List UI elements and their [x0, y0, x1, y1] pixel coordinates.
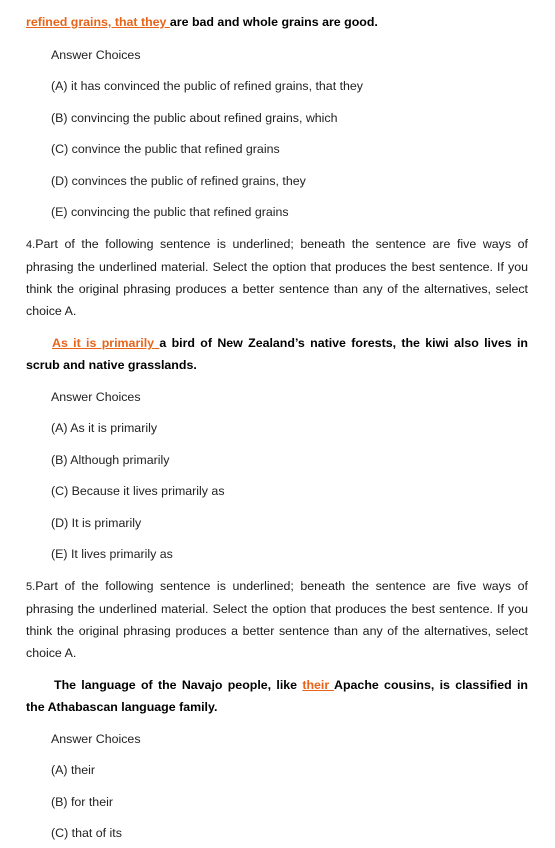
- q4-choice-e[interactable]: (E) It lives primarily as: [51, 547, 173, 561]
- q4-instruction-line-1: 4.Part of the following sentence is underlined; beneath the sentence are five ways of: [26, 237, 528, 251]
- q4-choice-c[interactable]: (C) Because it lives primarily as: [51, 484, 225, 498]
- q5-instruction-line-2: phrasing the underlined material. Select the option that produces the best sentence. If you: [26, 602, 528, 616]
- q5-instruction-line-1: 5.Part of the following sentence is underlined; beneath the sentence are five ways of: [26, 579, 528, 593]
- q3-choice-d[interactable]: (D) convinces the public of refined grains, they: [51, 174, 306, 188]
- q5-choice-c[interactable]: (C) that of its: [51, 826, 122, 840]
- q4-number: 4.: [26, 239, 36, 251]
- q4-underlined-text: As it is primarily: [52, 336, 160, 350]
- q5-sentence-line-1: The language of the Navajo people, like their Apache cousins, is classified in: [54, 678, 528, 692]
- q5-number: 5.: [26, 581, 36, 593]
- q3-choice-c[interactable]: (C) convince the public that refined grains: [51, 142, 280, 156]
- q3-answer-label: Answer Choices: [51, 48, 141, 62]
- q5-answer-label: Answer Choices: [51, 732, 141, 746]
- q4-sentence-line-2: scrub and native grasslands.: [26, 358, 197, 372]
- q4-answer-label: Answer Choices: [51, 390, 141, 404]
- q3-choice-a[interactable]: (A) it has convinced the public of refined grains, that they: [51, 79, 364, 93]
- q4-choice-a[interactable]: (A) As it is primarily: [51, 421, 158, 435]
- q5-choice-b[interactable]: (B) for their: [51, 795, 113, 809]
- q3-sentence-text: are bad and whole grains are good.: [169, 15, 378, 29]
- q4-instruction-line-4: choice A.: [26, 304, 77, 318]
- q3-sentence: [26, 14, 528, 30]
- q5-choice-a[interactable]: (A) their: [51, 763, 96, 777]
- q5-sentence-line-2: the Athabascan language family.: [26, 700, 218, 714]
- q4-instruction-line-2: phrasing the underlined material. Select the option that produces the best sentence. If you: [26, 260, 528, 274]
- q5-underlined-text: their: [302, 678, 335, 692]
- q4-choice-d[interactable]: (D) It is primarily: [51, 516, 142, 530]
- q4-instruction-line-3: think the original phrasing produces a better sentence than any of the alternatives, select: [26, 282, 528, 296]
- q3-choice-e[interactable]: (E) convincing the public that refined grains: [51, 205, 289, 219]
- q3-underlined-text: refined grains, that they: [26, 15, 170, 29]
- q5-instruction-line-4: choice A.: [26, 646, 77, 660]
- q4-choice-b[interactable]: (B) Although primarily: [51, 453, 170, 467]
- q4-sentence-line-1: As it is primarily a bird of New Zealand’s native forests, the kiwi also lives in: [52, 336, 528, 350]
- q5-instruction-line-3: think the original phrasing produces a better sentence than any of the alternatives, select: [26, 624, 528, 638]
- q3-choice-b[interactable]: (B) convincing the public about refined grains, which: [51, 111, 338, 125]
